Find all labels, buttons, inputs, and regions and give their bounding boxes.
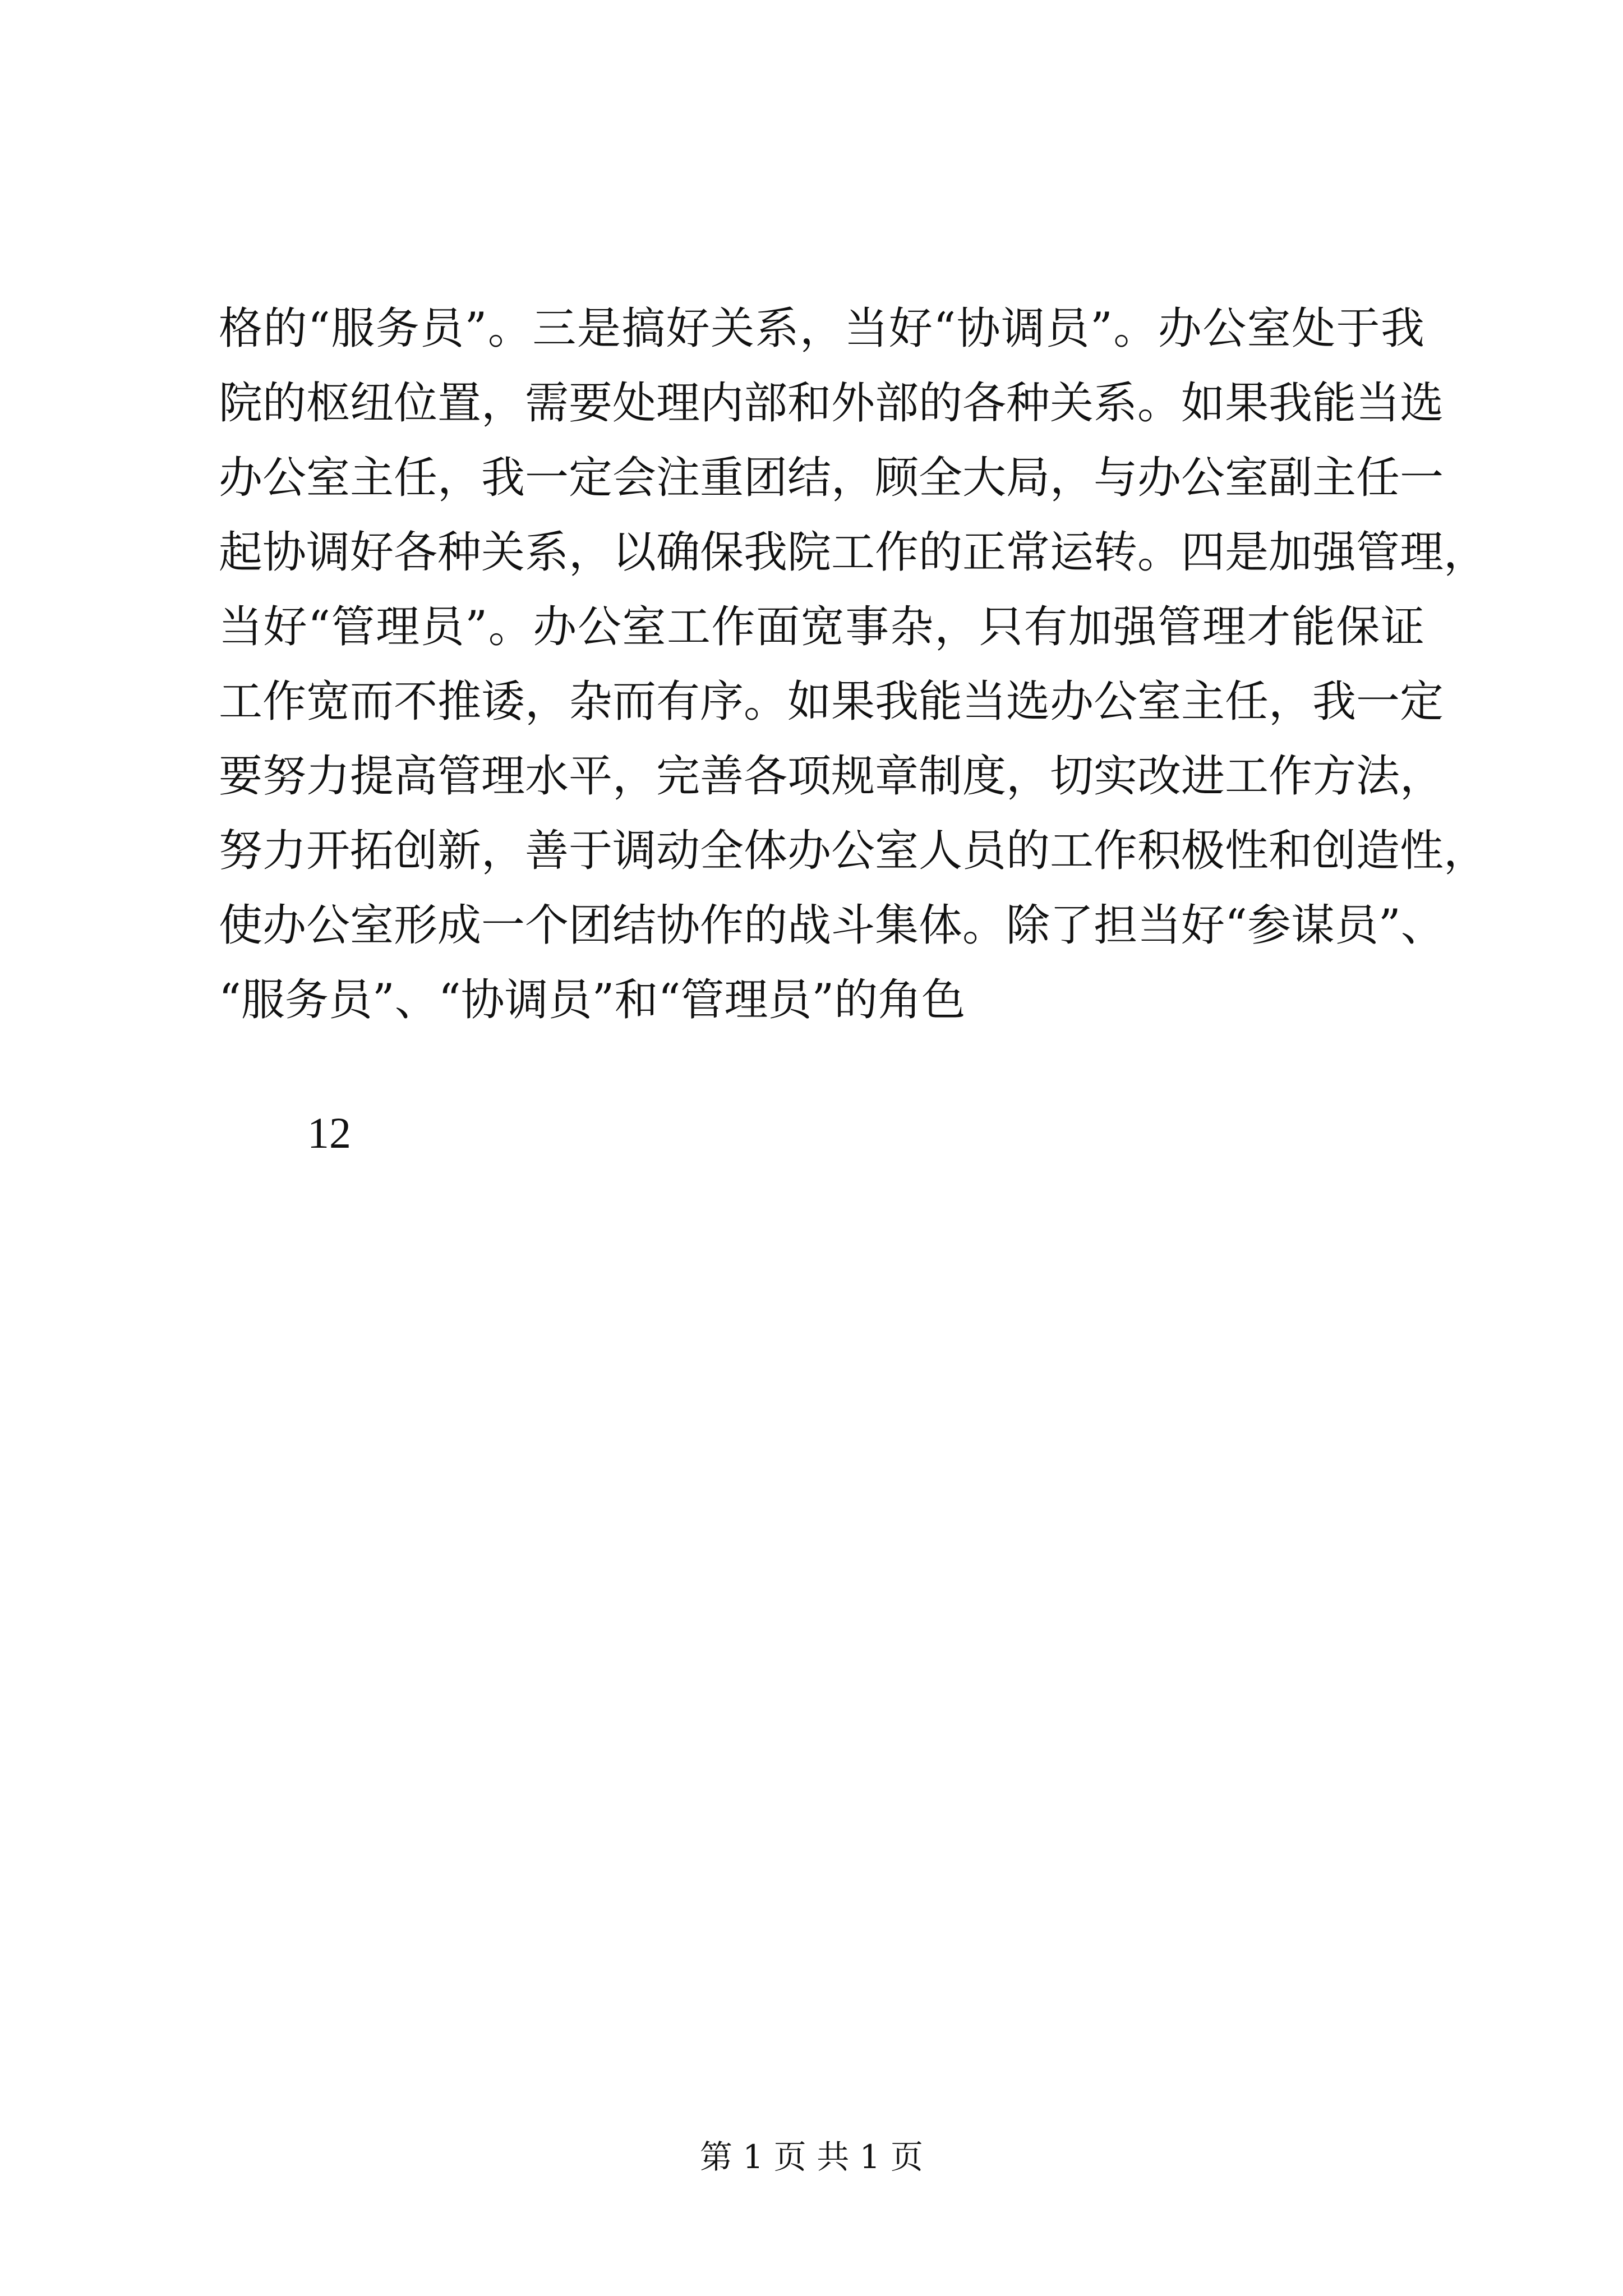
text-line-2: 院的枢纽位置，需要处理内部和外部的各种关系。如果我能当选: [219, 378, 1444, 429]
text-line-9: 使办公室形成一个团结协作的战斗集体。除了担当好“参谋员”、: [219, 900, 1445, 951]
body-text: [219, 292, 1488, 1038]
inline-number: 12: [307, 1108, 351, 1157]
page-footer: 第 1 页 共 1 页: [700, 2138, 923, 2176]
text-line-10: “服务员”、“协调员”和“管理员”的角色: [219, 975, 966, 1025]
text-line-1: 格的“服务员”。三是搞好关系，当好“协调员”。办公室处于我: [219, 303, 1424, 354]
text-line-7: 要努力提高管理水平，完善各项规章制度，切实改进工作方法，: [219, 751, 1444, 802]
text-line-6: 工作宽而不推诿，杂而有序。如果我能当选办公室主任，我一定: [219, 677, 1444, 727]
text-line-3: 办公室主任，我一定会注重团结，顾全大局，与办公室副主任一: [219, 453, 1444, 503]
text-line-8: 努力开拓创新，善于调动全体办公室人员的工作积极性和创造性，: [219, 826, 1488, 876]
text-line-5: 当好“管理员”。办公室工作面宽事杂，只有加强管理才能保证: [219, 602, 1424, 652]
text-line-4: 起协调好各种关系，以确保我院工作的正常运转。四是加强管理，: [219, 527, 1488, 578]
